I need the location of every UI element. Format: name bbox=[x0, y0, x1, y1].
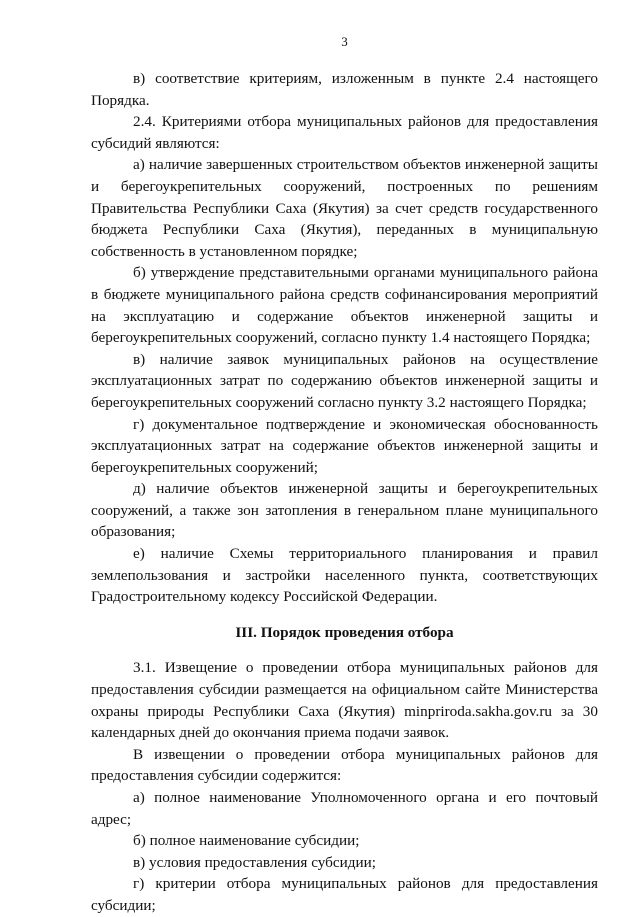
section-two-tail bbox=[91, 68, 598, 608]
paragraph-notice-item-g: г) критерии отбора муниципальных районов для предоставления субсидии; bbox=[91, 875, 598, 914]
section-three-body bbox=[91, 657, 598, 916]
paragraph-criterion-e: е) наличие Схемы территориального планирования и правил землепользования и застройки населенного пункта, соответствующих Градостроительному кодексу Российской Федерации. bbox=[91, 545, 598, 606]
paragraph-notice-contents-intro: В извещении о проведении отбора муниципальных районов для предоставления субсидии содержится: bbox=[91, 745, 598, 785]
paragraph-criterion-b: б) утверждение представительными органами муниципального района в бюджете муниципального района средств софинансирования мероприятий на эксплуатацию и содержание объектов инженерной защиты и берегоукрепительных сооружений, согласно пункту 1.4 настоящего Порядка; bbox=[91, 264, 598, 347]
paragraph-criterion-g: г) документальное подтверждение и экономическая обоснованность эксплуатационных затрат на содержание объектов инженерной защиты и берегоукрепительных сооружений; bbox=[91, 415, 598, 476]
paragraph-notice-item-a: а) полное наименование Уполномоченного органа и его почтовый адрес; bbox=[91, 789, 598, 828]
paragraph-2-4-criteria-intro: 2.4. Критериями отбора муниципальных районов для предоставления субсидий являются: bbox=[91, 113, 598, 152]
paragraph-criterion-d: д) наличие объектов инженерной защиты и берегоукрепительных сооружений, а также зон затопления в генеральном плане муниципального образования; bbox=[91, 480, 598, 541]
section-three-heading: III. Порядок проведения отбора bbox=[235, 623, 454, 641]
paragraph-notice-item-b: б) полное наименование субсидии; bbox=[133, 832, 360, 850]
paragraph-criterion-a: а) наличие завершенных строительством объектов инженерной защиты и берегоукрепительных сооружений, построенных по решениям Правительства Республики Саха (Якутия) за счет средств государственного бюджета Республики Саха (Якутия), переданных в муниципальную собственность в установленном порядке; bbox=[91, 156, 598, 260]
page-number: 3 bbox=[341, 34, 348, 49]
paragraph-criterion-v-compliance: в) соответствие критериям, изложенным в пункте 2.4 настоящего Порядка. bbox=[91, 70, 598, 109]
paragraph-3-1-notice: 3.1. Извещение о проведении отбора муниципальных районов для предоставления субсидии размещается на официальном сайте Министерства охраны природы Республики Саха (Якутия) minpriroda.sakha.gov.ru за 30 календарных дней до окончания приема подачи заявок. bbox=[91, 659, 598, 742]
paragraph-notice-item-v: в) условия предоставления субсидии; bbox=[133, 853, 376, 871]
paragraph-criterion-v: в) наличие заявок муниципальных районов на осуществление эксплуатационных затрат по содержанию объектов инженерной защиты и берегоукрепительных сооружений согласно пункту 3.2 настоящего Порядка; bbox=[91, 350, 598, 411]
